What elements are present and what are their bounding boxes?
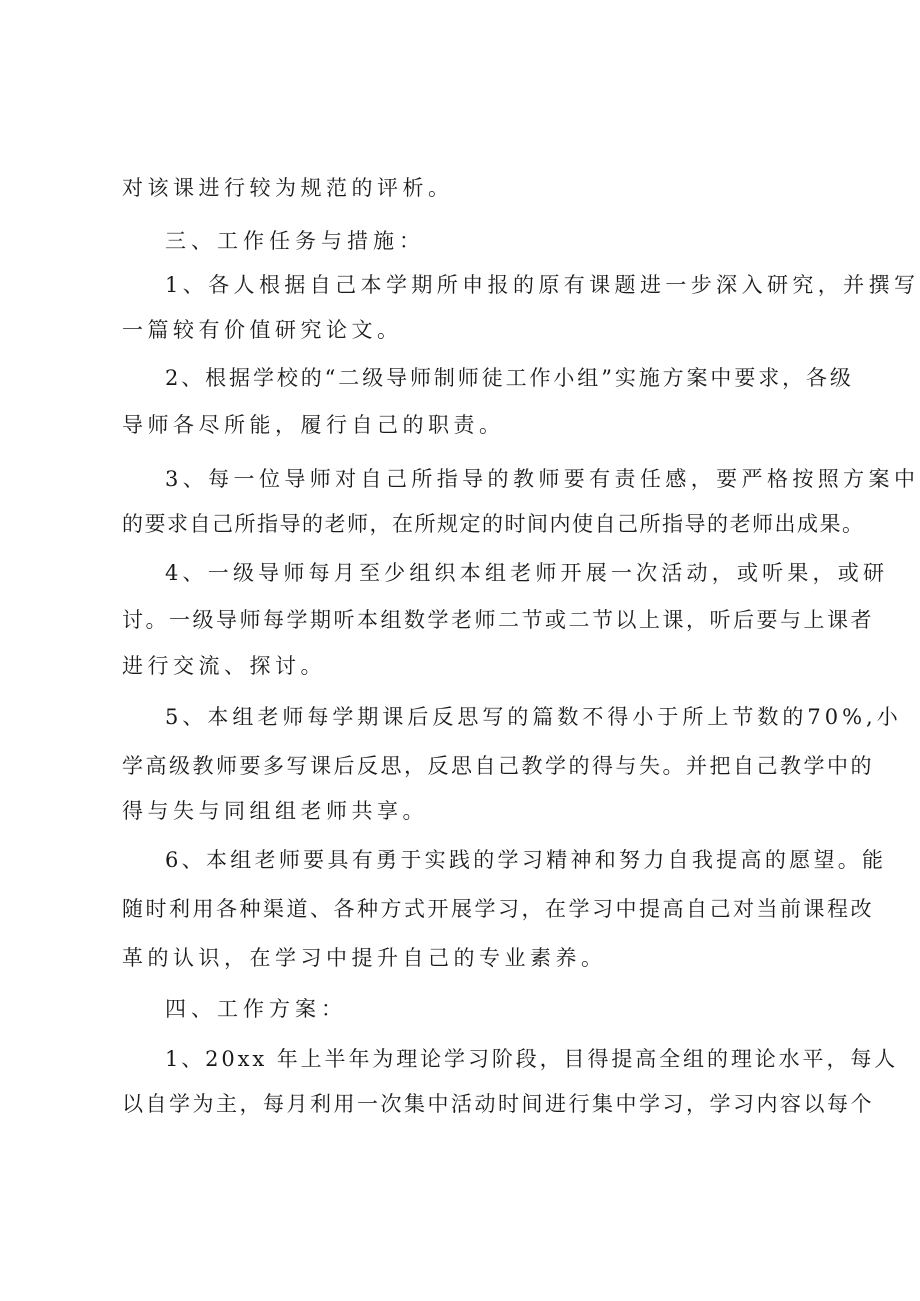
text-line-11: 进行交流、探讨。: [122, 654, 326, 678]
text-line-1: 对该课进行较为规范的评析。: [122, 176, 454, 200]
section-heading-3: 三、工作任务与措施：: [165, 229, 425, 253]
text-line-12: 5、本组老师每学期课后反思写的篇数不得小于所上节数的70%,小: [165, 705, 902, 729]
text-line-19: 1、20xx 年上半年为理论学习阶段，目得提高全组的理论水平，每人: [165, 1047, 899, 1071]
text-line-20: 以自学为主，每月利用一次集中活动时间进行集中学习，学习内容以每个: [122, 1092, 874, 1116]
text-line-17: 革的认识，在学习中提升自己的专业素养。: [122, 946, 607, 970]
section-heading-4: 四、工作方案：: [165, 997, 347, 1021]
text-line-8: 的要求自己所指导的老师，在所规定的时间内使自己所指导的老师出成果。: [122, 512, 865, 536]
text-line-3: 1、各人根据自己本学期所申报的原有课题进一步深入研究，并撰写: [165, 273, 920, 297]
text-line-10: 讨。一级导师每学期听本组数学老师二节或二节以上课，听后要与上课者: [122, 608, 874, 632]
text-line-14: 得与失与同组组老师共享。: [122, 799, 428, 823]
text-line-6: 导师各尽所能，履行自己的职责。: [122, 413, 505, 437]
text-line-13: 学高级教师要多写课后反思，反思自己教学的得与失。并把自己教学中的: [122, 754, 874, 778]
text-line-5: 2、根据学校的“二级导师制师徒工作小组”实施方案中要求，各级: [165, 366, 854, 390]
text-line-4: 一篇较有价值研究论文。: [122, 318, 403, 342]
text-line-7: 3、每一位导师对自己所指导的教师要有责任感，要严格按照方案中: [165, 467, 920, 491]
text-line-9: 4、一级导师每月至少组织本组老师开展一次活动，或听果，或研: [165, 561, 889, 585]
text-line-16: 随时利用各种渠道、各种方式开展学习，在学习中提高自己对当前课程改: [122, 897, 874, 921]
text-line-15: 6、本组老师要具有勇于实践的学习精神和努力自我提高的愿望。能: [165, 848, 887, 872]
